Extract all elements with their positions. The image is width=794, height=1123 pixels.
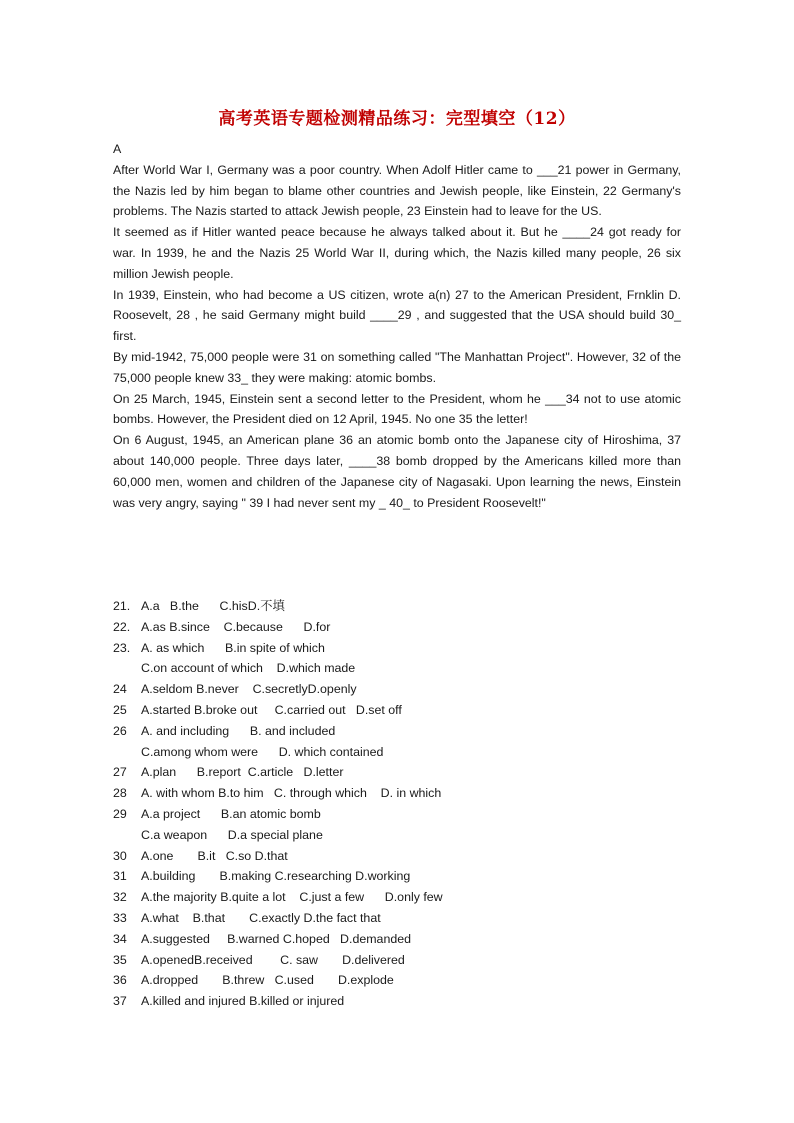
- option-row: [113, 950, 681, 971]
- passage-paragraph-3: In 1939, Einstein, who had become a US citizen, wrote a(n) 27 to the American President, Frnklin D. Roosevelt, 28 , he said Germany might build ____29 , and suggested that the USA should build 30_ first.: [113, 287, 681, 344]
- option-number: 31: [113, 869, 127, 884]
- option-row: [113, 638, 681, 659]
- option-row: [113, 617, 681, 638]
- option-number: [113, 658, 141, 679]
- option-row: [113, 742, 681, 763]
- option-number: [113, 742, 141, 763]
- option-number: 36: [113, 973, 127, 988]
- option-choices: A.killed and injured B.killed or injured: [141, 994, 345, 1009]
- option-number: 23.: [113, 640, 131, 655]
- passage-paragraph-2: It seemed as if Hitler wanted peace because he always talked about it. But he ____24 got ready for war. In 1939, he and the Nazis 25 World War II, during which, the Nazis killed many people, 26 six million Jewish people.: [113, 225, 681, 281]
- option-choices: C.among whom were D. which contained: [141, 744, 384, 759]
- option-number: 28: [113, 786, 127, 801]
- option-number: 25: [113, 702, 127, 717]
- passage-paragraph-4: By mid-1942, 75,000 people were 31 on something called "The Manhattan Project". However, 32 of the 75,000 people knew 33_ they were making: atomic bombs.: [113, 349, 681, 385]
- option-choices: A.one B.it C.so D.that: [141, 848, 288, 863]
- option-row: [113, 658, 681, 679]
- option-row: [113, 596, 681, 617]
- option-choices: A.a B.the C.hisD.不填: [141, 599, 285, 613]
- option-choices: A.as B.since C.because D.for: [141, 619, 331, 634]
- option-choices: A.a project B.an atomic bomb: [141, 806, 321, 821]
- option-choices: C.a weapon D.a special plane: [141, 827, 323, 842]
- option-number: 33: [113, 910, 127, 925]
- option-row: [113, 929, 681, 950]
- options-list: [113, 596, 681, 1012]
- option-choices: A. as which B.in spite of which: [141, 640, 325, 655]
- option-choices: A.the majority B.quite a lot C.just a few D.only few: [141, 890, 443, 905]
- option-choices: A.seldom B.never C.secretlyD.openly: [141, 682, 357, 697]
- option-number: 34: [113, 931, 127, 946]
- option-number: 24: [113, 682, 127, 697]
- option-row: [113, 846, 681, 867]
- option-number: 35: [113, 952, 127, 967]
- option-choices: A.what B.that C.exactly D.the fact that: [141, 910, 381, 925]
- passage-paragraph-6: On 6 August, 1945, an American plane 36 an atomic bomb onto the Japanese city of Hiroshima, 37 about 140,000 people. Three days later, ____38 bomb dropped by the Americans killed more than 60,000 men, women and children of the Japanese city of Nagasaki. Upon learning the news, Einstein was very angry, saying " 39 I had never sent my _ 40_ to President Roosevelt!": [113, 433, 681, 510]
- option-row: [113, 991, 681, 1012]
- option-row: [113, 804, 681, 825]
- option-row: [113, 825, 681, 846]
- option-choices: A. with whom B.to him C. through which D. in which: [141, 786, 442, 801]
- option-row: [113, 700, 681, 721]
- section-label: A: [113, 142, 122, 156]
- option-number: [113, 825, 141, 846]
- option-number: 29: [113, 806, 127, 821]
- option-choices: A.building B.making C.researching D.working: [141, 869, 411, 884]
- option-choices: A.started B.broke out C.carried out D.set off: [141, 702, 402, 717]
- option-choices: A.plan B.report C.article D.letter: [141, 765, 344, 780]
- page-title: 高考英语专题检测精品练习：完型填空（12）: [218, 109, 576, 129]
- option-number: 32: [113, 890, 127, 905]
- option-row: [113, 970, 681, 991]
- option-number: 22.: [113, 619, 131, 634]
- option-row: [113, 721, 681, 742]
- option-number: 21.: [113, 599, 131, 613]
- option-choices: A.dropped B.threw C.used D.explode: [141, 973, 394, 988]
- option-row: [113, 762, 681, 783]
- option-row: [113, 887, 681, 908]
- option-row: [113, 908, 681, 929]
- option-number: 27: [113, 765, 127, 780]
- option-choices: A. and including B. and included: [141, 723, 336, 738]
- option-choices: A.suggested B.warned C.hoped D.demanded: [141, 931, 412, 946]
- passage-paragraph-1: After World War I, Germany was a poor country. When Adolf Hitler came to ___21 power in Germany, the Nazis led by him began to blame other countries and Jewish people, like Einstein, 22 Germany's problems. The Nazis started to attack Jewish people, 23 Einstein had to leave for the US.: [113, 162, 681, 219]
- option-choices: A.openedB.received C. saw D.delivered: [141, 952, 405, 967]
- option-choices: C.on account of which D.which made: [141, 661, 356, 676]
- passage-paragraph-5: On 25 March, 1945, Einstein sent a second letter to the President, whom he ___34 not to use atomic bombs. However, the President died on 12 April, 1945. No one 35 the letter!: [113, 391, 681, 427]
- option-number: 26: [113, 723, 127, 738]
- option-number: 37: [113, 994, 127, 1009]
- option-number: 30: [113, 848, 127, 863]
- option-row: [113, 679, 681, 700]
- passage: [113, 139, 681, 513]
- option-row: [113, 866, 681, 887]
- option-row: [113, 783, 681, 804]
